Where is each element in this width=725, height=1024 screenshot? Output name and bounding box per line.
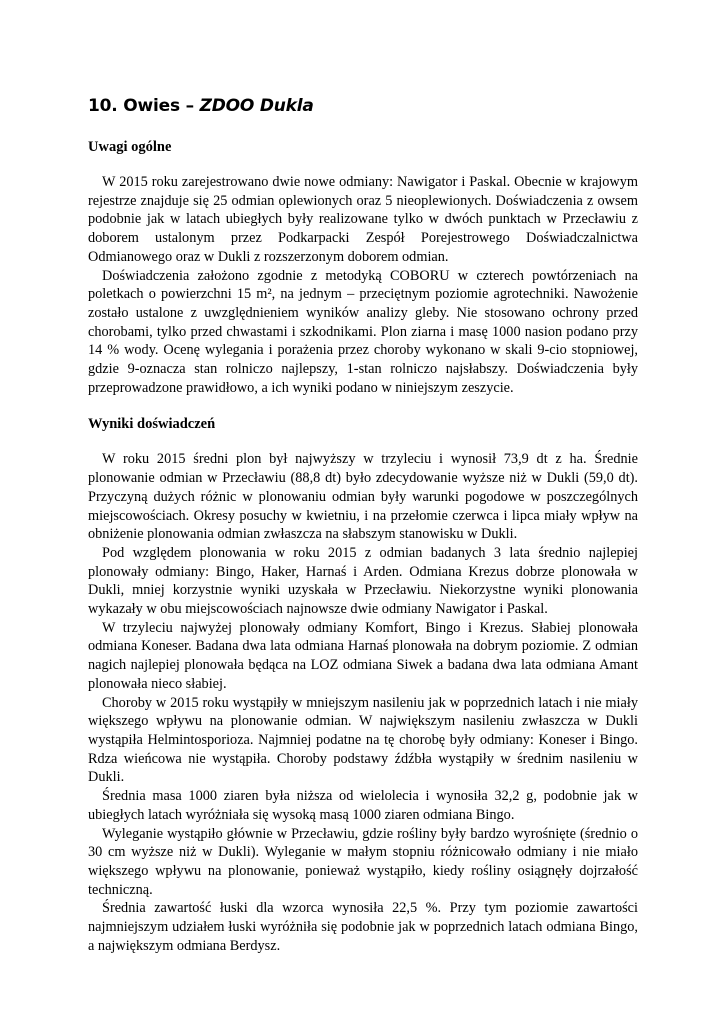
section-title: Wyniki doświadczeń	[88, 416, 216, 433]
paragraph: W trzyleciu najwyżej plonowały odmiany Komfort, Bingo i Krezus. Słabiej plonowała odmiana Koneser. Badana dwa lata odmiana Harnaś plonowała na dobrym poziomie. Z odmian nagich najlepiej plonowała będąca na LOZ odmiana Siwek a badana dwa lata odmiana Amant plonowała nieco słabiej.	[88, 619, 638, 692]
paragraph: Średnia masa 1000 ziaren była niższa od wielolecia i wynosiła 32,2 g, podobnie jak w ubiegłych latach wyróżniała się wysoką masą 1000 ziaren odmiana Bingo.	[88, 788, 638, 823]
paragraph: Średnia zawartość łuski dla wzorca wynosiła 22,5 %. Przy tym poziomie zawartości najmniejszym udziałem łuski wyróżniła się podobnie jak w poprzednich latach odmiana Bingo, a największym odmiana Berdysz.	[88, 900, 638, 954]
paragraph: Pod względem plonowania w roku 2015 z odmian badanych 3 lata średnio najlepiej plonowały odmiany: Bingo, Haker, Harnaś i Arden. Odmiana Krezus dobrze plonowała w Dukli, mniej korzystnie wyniki uzyskała w Przecławiu. Niekorzystne wyniki plonowania wykazały w obu miejscowościach najnowsze dwie odmiany Nawigator i Paskal.	[88, 544, 638, 618]
page-title-main: 10. Owies –	[88, 96, 200, 116]
section-general-remarks	[88, 139, 638, 397]
paragraph: Choroby w 2015 roku wystąpiły w mniejszym nasileniu jak w poprzednich latach i nie miały większego wpływu na plonowanie odmian. W największym nasileniu zwłaszcza w Dukli wystąpiła Helmintosporioza. Najmniej podatne na tę chorobę były odmiany: Koneser i Bingo. Rdza wieńcowa nie wystąpiła. Choroby podstawy źdźbła wystąpiły w średnim nasileniu w Dukli.	[88, 694, 638, 786]
paragraph: W roku 2015 średni plon był najwyższy w trzyleciu i wynosił 73,9 dt z ha. Średnie plonowanie odmian w Przecławiu (88,8 dt) było zdecydowanie wyższe niż w Dukli (59,0 dt). Przyczyną dużych różnic w plonowaniu odmian były warunki pogodowe w poszczególnych miejscowościach. Okresy posuchy w kwietniu, i na przełomie czerwca i lipca miały wpływ na obniżenie plonowania odmian zwłaszcza na słabszym stanowisku w Dukli.	[88, 451, 638, 543]
page-title	[88, 96, 638, 116]
document-page	[88, 96, 638, 955]
paragraph: W 2015 roku zarejestrowano dwie nowe odmiany: Nawigator i Paskal. Obecnie w krajowym rejestrze znajduje się 25 odmian oplewionych oraz 5 nieoplewionych. Doświadczenia z owsem podobnie jak w latach ubiegłych były realizowane tylko w dwóch punktach w Przecławiu z doborem ustalonym przez Podkarpacki Zespół Porejestrowego Doświadczalnictwa Odmianowego oraz w Dukli z rozszerzonym doborem odmian.	[88, 174, 638, 265]
paragraph: Doświadczenia założono zgodnie z metodyką COBORU w czterech powtórzeniach na poletkach o powierzchni 15 m², na jednym – przeciętnym poziomie agrotechniki. Nawożenie zostało ustalone z uwzględnieniem wyników analizy gleby. Nie stosowano ochrony przed chorobami, tylko przed chwastami i szkodnikami. Plon ziarna i masę 1000 nasion podano przy 14 % wody. Ocenę wylegania i porażenia przez choroby wykonano w skali 9-cio stopniowej, gdzie 9-oznacza stan rolniczo najlepszy, 1-stan rolniczo najsłabszy. Doświadczenia były przeprowadzone prawidłowo, a ich wyniki podano w niniejszym zeszycie.	[88, 267, 638, 396]
paragraph: Wyleganie wystąpiło głównie w Przecławiu, gdzie rośliny były bardzo wyrośnięte (średnio o 30 cm wyższe niż w Dukli). Wyleganie w małym stopniu różnicowało odmiany i nie miało większego wpływu na plonowanie, ponieważ wystąpiło, kiedy rośliny osiągnęły dojrzałość techniczną.	[88, 825, 638, 898]
section-spacer	[88, 397, 638, 416]
page-title-station: ZDOO Dukla	[199, 96, 314, 116]
section-results	[88, 416, 638, 955]
section-title: Uwagi ogólne	[88, 139, 172, 155]
